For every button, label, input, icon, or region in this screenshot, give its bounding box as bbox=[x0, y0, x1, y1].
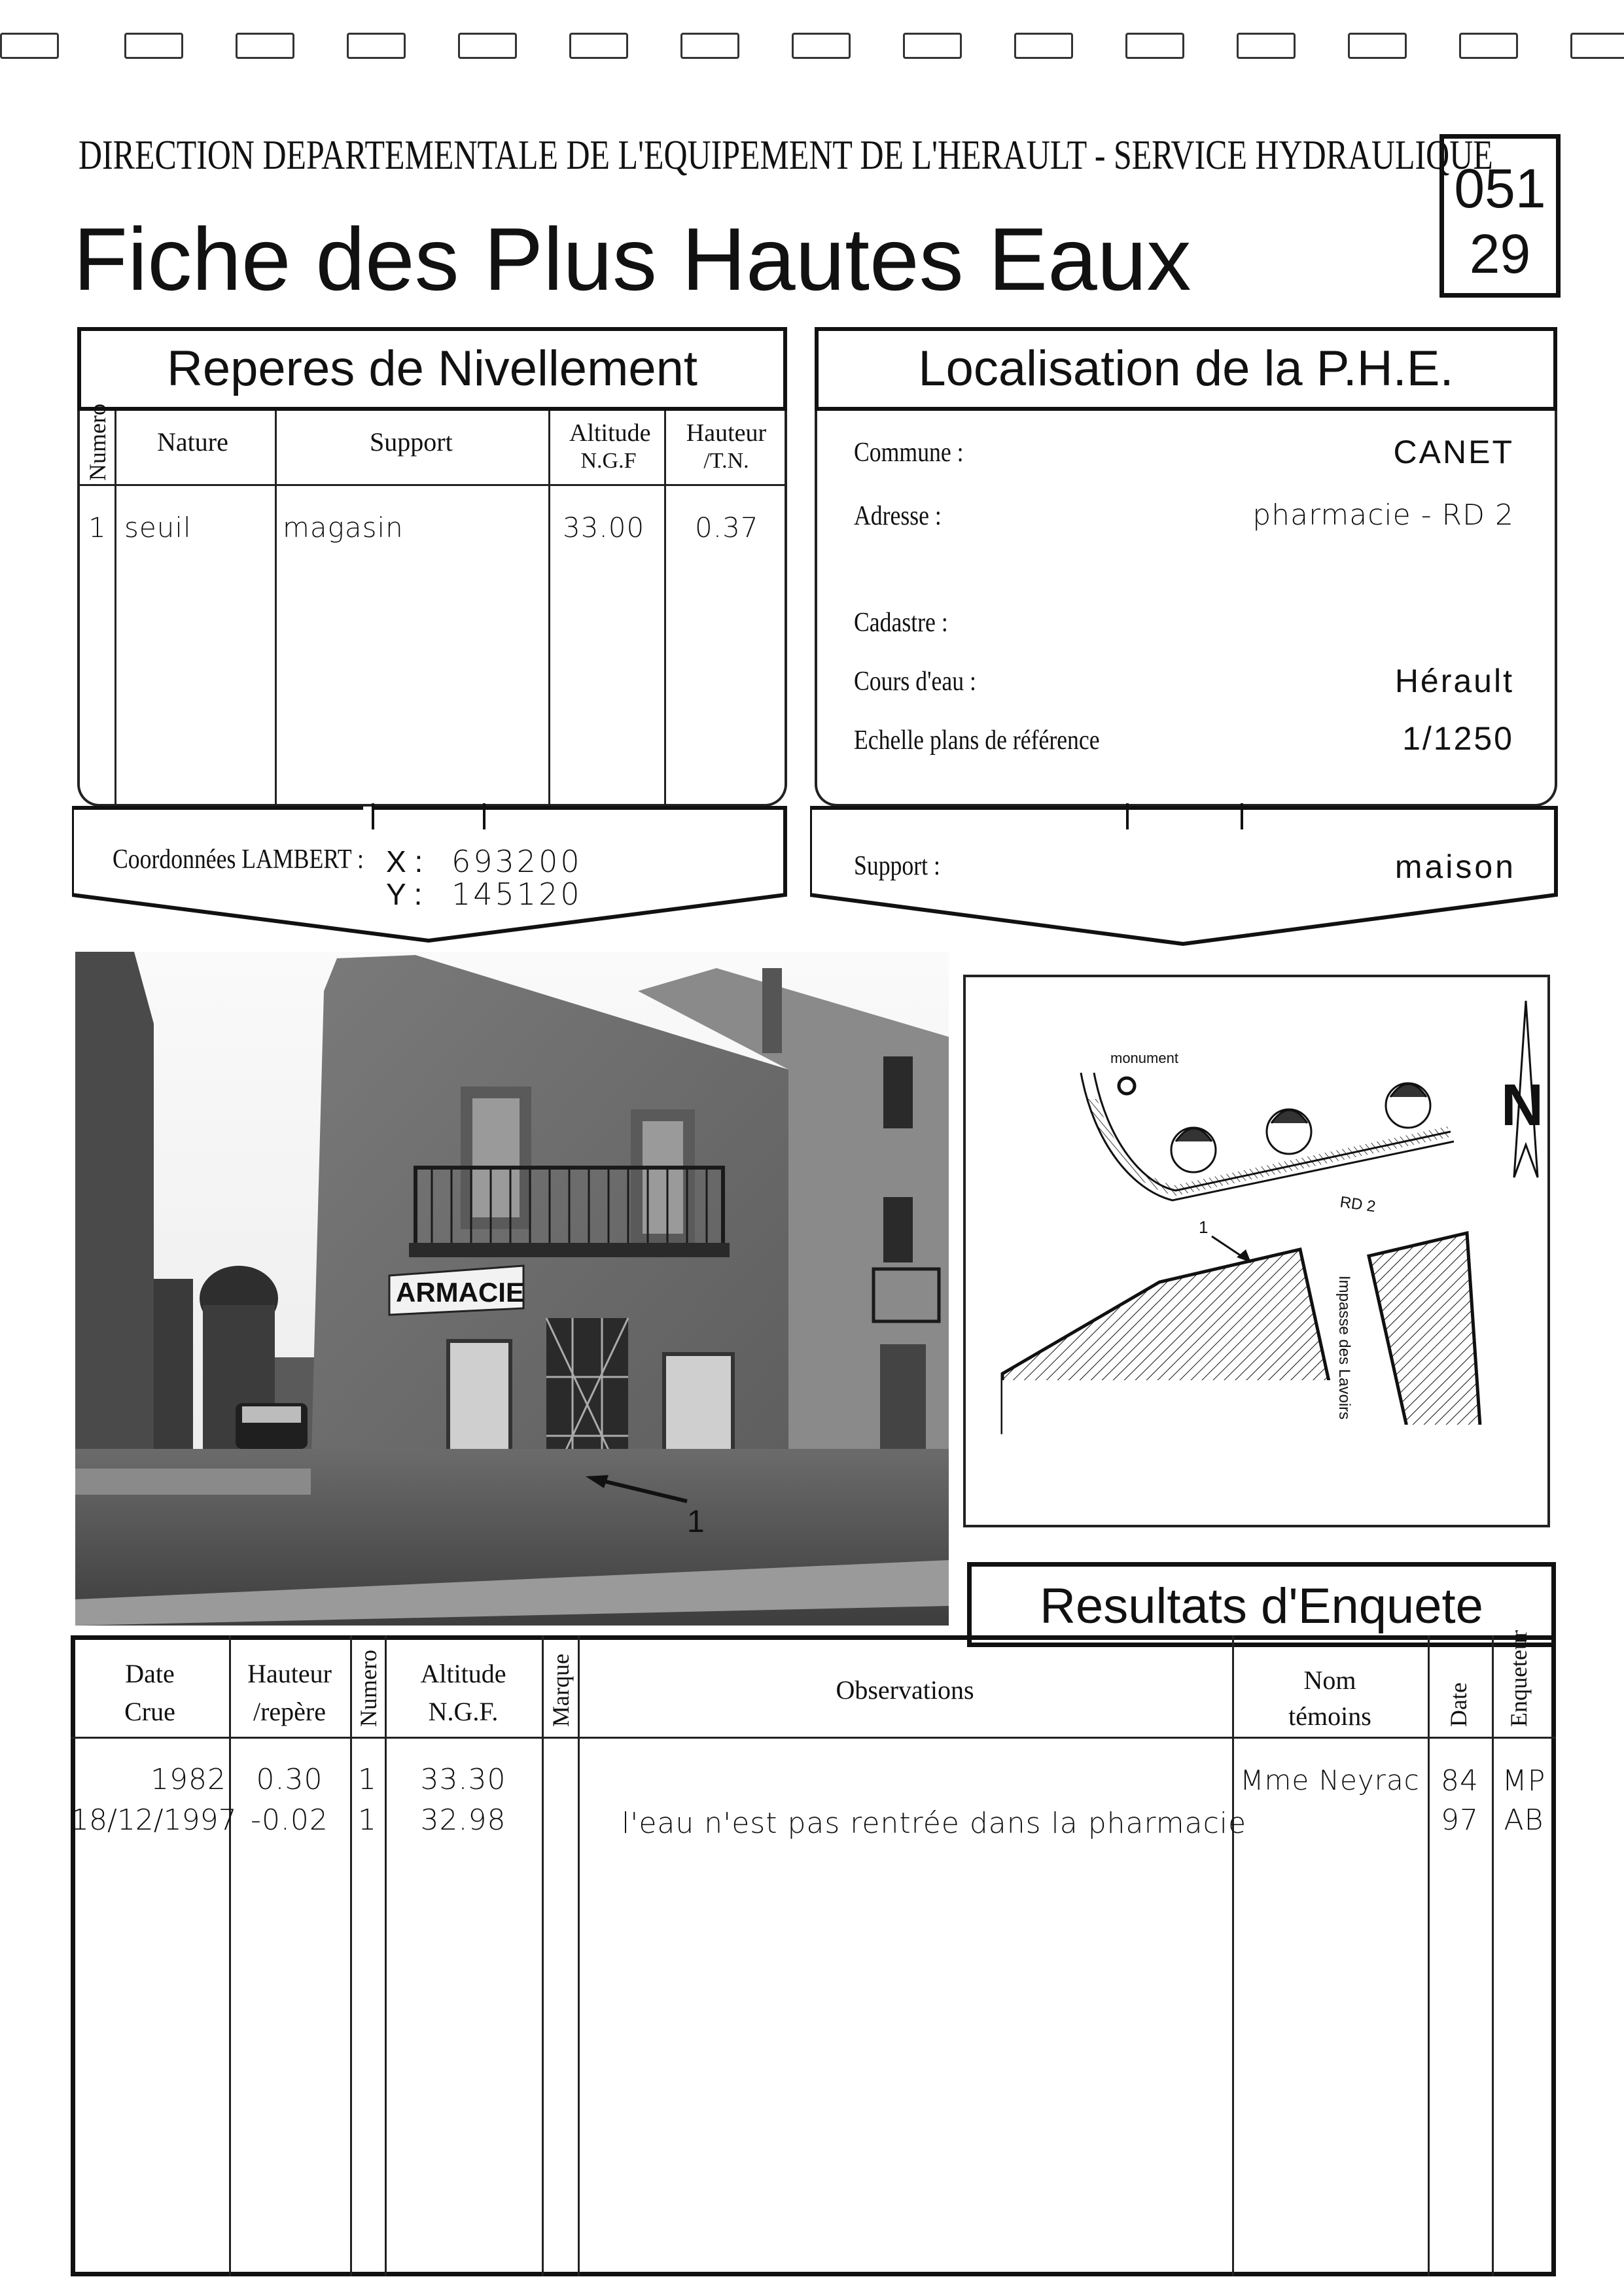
res-observation: l'eau n'est pas rentrée dans la pharmacie bbox=[622, 1807, 1247, 1840]
res-date: 84 bbox=[1441, 1764, 1479, 1798]
col-hauteur-repere: Hauteur bbox=[247, 1659, 332, 1688]
north-label: N bbox=[1501, 1073, 1544, 1138]
res-enqueteur: AB bbox=[1504, 1803, 1544, 1837]
col-nom: Nom bbox=[1303, 1665, 1356, 1695]
page-title: Fiche des Plus Hautes Eaux bbox=[73, 209, 1192, 309]
resultats-title: Resultats d'Enquete bbox=[1040, 1578, 1483, 1634]
col-nature: Nature bbox=[157, 427, 228, 457]
col-date: Date bbox=[1445, 1682, 1472, 1727]
col-support: Support bbox=[370, 427, 453, 457]
col-res-altitude-l2: N.G.F. bbox=[428, 1697, 499, 1726]
col-date-crue-l2: Crue bbox=[124, 1697, 175, 1726]
res-date-crue: 18/12/1997 bbox=[71, 1803, 237, 1837]
location-map-drawing bbox=[963, 975, 1550, 1527]
col-enqueteur: Enqueteur bbox=[1506, 1630, 1532, 1727]
photo-arrow-number: 1 bbox=[687, 1505, 705, 1539]
adresse-value: pharmacie - RD 2 bbox=[1252, 498, 1514, 532]
col-numero: Numero bbox=[84, 404, 111, 481]
shop-sign: ARMACIE bbox=[396, 1277, 524, 1308]
map-marker-number: 1 bbox=[1199, 1217, 1209, 1237]
code-top: 051 bbox=[1454, 158, 1546, 219]
col-hauteur-repere-l2: /repère bbox=[253, 1697, 326, 1726]
x-label: X : bbox=[386, 844, 423, 878]
x-value: 693200 bbox=[451, 844, 582, 879]
echelle-label: Echelle plans de référence bbox=[854, 725, 1100, 756]
y-label: Y : bbox=[386, 877, 423, 911]
repere-hauteur: 0.37 bbox=[695, 512, 759, 544]
col-res-numero: Numero bbox=[355, 1650, 381, 1727]
resultats-table bbox=[71, 1635, 1556, 2276]
commune-value: CANET bbox=[1393, 434, 1514, 470]
res-hauteur: 0.30 bbox=[256, 1763, 323, 1796]
adresse-label: Adresse : bbox=[854, 501, 942, 531]
res-altitude: 33.30 bbox=[420, 1763, 506, 1796]
col-marque: Marque bbox=[548, 1654, 574, 1727]
res-date-crue: 1982 bbox=[150, 1763, 226, 1796]
fiche-code-box bbox=[1439, 134, 1561, 298]
res-nom: Mme Neyrac bbox=[1240, 1764, 1420, 1796]
res-date: 97 bbox=[1441, 1803, 1479, 1837]
support-value: maison bbox=[1394, 848, 1516, 885]
cours-label: Cours d'eau : bbox=[854, 667, 976, 697]
res-hauteur: -0.02 bbox=[251, 1803, 328, 1837]
echelle-value: 1/1250 bbox=[1402, 720, 1514, 757]
street-label: Impasse des Lavoirs bbox=[1335, 1276, 1353, 1420]
res-enqueteur: MP bbox=[1502, 1764, 1546, 1798]
repere-altitude: 33.00 bbox=[563, 512, 645, 544]
reperes-title: Reperes de Nivellement bbox=[166, 341, 698, 396]
road-label: RD 2 bbox=[1339, 1193, 1377, 1216]
code-bottom: 29 bbox=[1469, 223, 1531, 285]
commune-label: Commune : bbox=[854, 438, 964, 468]
res-altitude: 32.98 bbox=[420, 1803, 506, 1837]
localisation-title: Localisation de la P.H.E. bbox=[918, 341, 1454, 396]
col-hauteur-unit: /T.N. bbox=[703, 449, 749, 473]
monument-label: monument bbox=[1110, 1050, 1178, 1066]
col-altitude: Altitude bbox=[569, 419, 651, 447]
repere-support: magasin bbox=[283, 512, 404, 544]
monument-icon bbox=[1119, 1078, 1135, 1094]
col-hauteur: Hauteur bbox=[686, 419, 767, 447]
coords-label: Coordonnées LAMBERT : bbox=[113, 844, 364, 875]
cadastre-label: Cadastre : bbox=[854, 608, 948, 638]
repere-nature: seuil bbox=[124, 512, 192, 544]
col-nom-l2: témoins bbox=[1288, 1701, 1371, 1731]
site-photo bbox=[75, 952, 949, 1626]
coords-box bbox=[72, 803, 792, 954]
col-res-altitude: Altitude bbox=[420, 1659, 506, 1688]
reperes-title-box bbox=[77, 327, 787, 411]
repere-numero: 1 bbox=[88, 512, 107, 544]
cours-value: Hérault bbox=[1394, 663, 1514, 699]
col-observations: Observations bbox=[836, 1675, 974, 1705]
resultats-title-box bbox=[967, 1562, 1556, 1647]
res-numero: 1 bbox=[358, 1763, 377, 1796]
y-value: 145120 bbox=[451, 877, 582, 912]
col-date-crue: Date bbox=[125, 1659, 175, 1688]
localisation-title-box bbox=[815, 327, 1557, 411]
col-altitude-unit: N.G.F bbox=[580, 449, 637, 473]
department-line: DIRECTION DEPARTEMENTALE DE L'EQUIPEMENT DE L'HERAULT - SERVICE HYDRAULIQUE bbox=[79, 131, 1493, 178]
support-label: Support : bbox=[854, 851, 940, 881]
res-numero: 1 bbox=[358, 1803, 377, 1837]
